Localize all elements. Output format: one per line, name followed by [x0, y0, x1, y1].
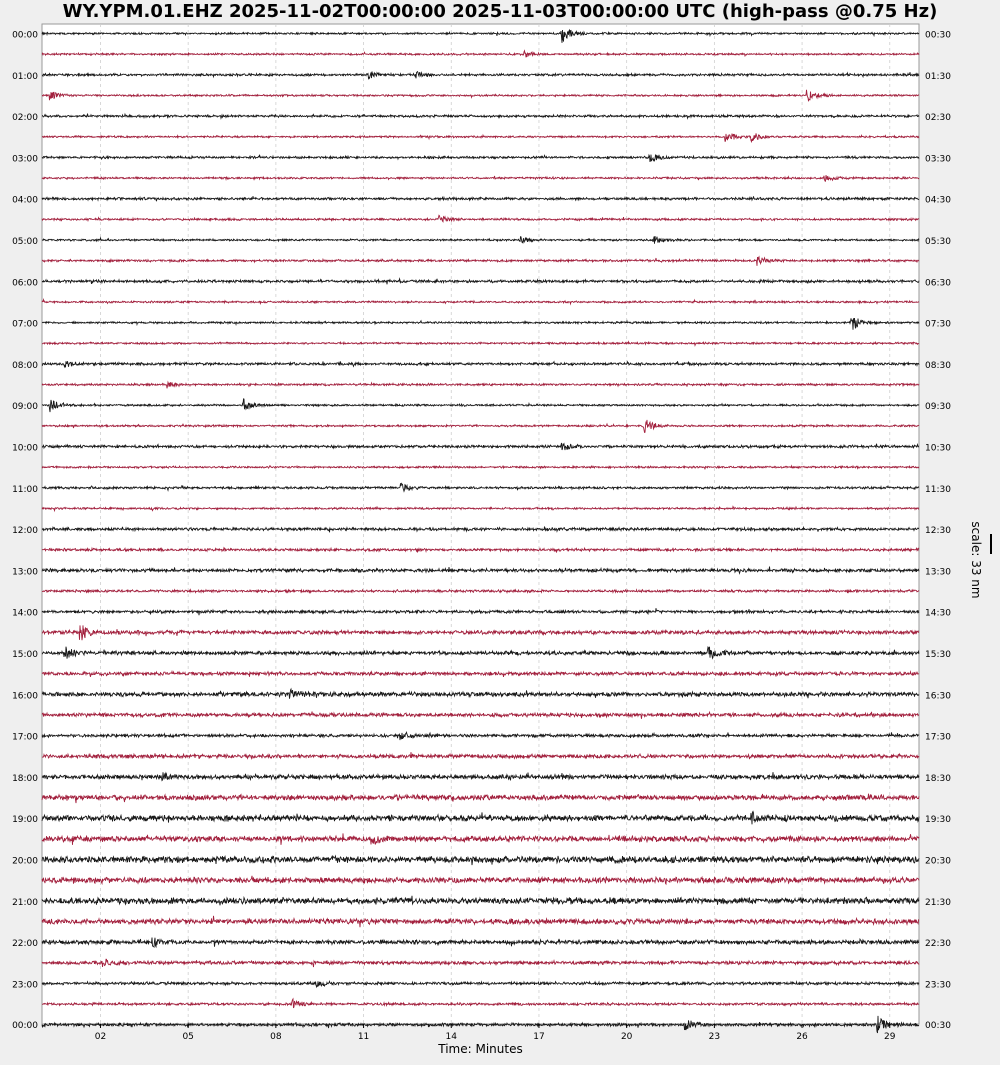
right-hour-label: 06:30 — [925, 278, 951, 289]
left-hour-label: 11:00 — [12, 484, 38, 495]
right-hour-label: 10:30 — [925, 443, 951, 454]
left-hour-label: 01:00 — [12, 71, 38, 82]
left-hour-label: 18:00 — [12, 773, 38, 784]
right-hour-label: 16:30 — [925, 691, 951, 702]
right-hour-label: 18:30 — [925, 773, 951, 784]
left-hour-label: 10:00 — [12, 443, 38, 454]
left-hour-label: 04:00 — [12, 195, 38, 206]
right-hour-label: 13:30 — [925, 567, 951, 578]
right-hour-label: 23:30 — [925, 980, 951, 991]
left-hour-label: 13:00 — [12, 567, 38, 578]
right-hour-label: 05:30 — [925, 237, 951, 247]
right-hour-label: 00:30 — [925, 1021, 951, 1031]
x-axis-ticks — [95, 1024, 896, 1042]
left-hour-label: 12:00 — [12, 526, 38, 537]
left-hour-label: 09:00 — [12, 402, 38, 413]
x-tick-label: 05 — [182, 1032, 194, 1042]
right-hour-label: 00:30 — [925, 30, 951, 41]
right-hour-label: 07:30 — [925, 319, 951, 330]
right-hour-label: 22:30 — [925, 939, 951, 950]
left-hour-label: 22:00 — [12, 939, 38, 950]
left-hour-label: 14:00 — [12, 608, 38, 619]
x-tick-label: 29 — [884, 1032, 896, 1042]
left-hour-label: 16:00 — [12, 691, 38, 702]
left-hour-label: 00:00 — [12, 1021, 38, 1031]
left-hour-label: 00:00 — [12, 30, 38, 41]
right-hour-label: 02:30 — [925, 113, 951, 124]
x-tick-label: 11 — [357, 1032, 370, 1042]
left-hour-label: 17:00 — [12, 732, 38, 743]
right-hour-label: 04:30 — [925, 195, 951, 206]
left-hour-label: 07:00 — [12, 319, 38, 330]
right-hour-label: 14:30 — [925, 608, 951, 619]
right-hour-label: 08:30 — [925, 360, 951, 371]
right-hour-label: 15:30 — [925, 650, 951, 660]
left-hour-label: 19:00 — [12, 815, 38, 826]
left-hour-label: 21:00 — [12, 897, 38, 908]
x-tick-label: 02 — [94, 1032, 107, 1042]
right-hour-label: 21:30 — [925, 897, 951, 908]
plot-area — [42, 24, 919, 1024]
x-tick-label: 23 — [708, 1032, 721, 1042]
right-hour-label: 03:30 — [925, 154, 951, 165]
chart-title: WY.YPM.01.EHZ 2025-11-02T00:00:00 2025-11-03T00:00:00 UTC (high-pass @0.75 Hz) — [62, 1, 938, 22]
right-hour-label: 12:30 — [925, 526, 951, 537]
x-tick-label: 26 — [796, 1032, 808, 1042]
scale-label: scale: 33 nm — [969, 521, 983, 599]
left-hour-label: 15:00 — [12, 650, 38, 660]
left-hour-label: 02:00 — [12, 113, 38, 124]
right-hour-label: 20:30 — [925, 856, 951, 867]
right-hour-label: 09:30 — [925, 402, 951, 413]
left-hour-label: 06:00 — [12, 278, 38, 289]
left-hour-label: 05:00 — [12, 237, 38, 247]
right-hour-label: 17:30 — [925, 732, 951, 743]
right-hour-label: 19:30 — [925, 815, 951, 826]
x-axis-label: Time: Minutes — [438, 1042, 523, 1056]
left-hour-label: 20:00 — [12, 856, 38, 867]
x-tick-label: 14 — [445, 1032, 457, 1042]
x-tick-label: 08 — [270, 1032, 282, 1042]
left-hour-label: 23:00 — [12, 980, 38, 991]
right-hour-labels — [925, 31, 951, 1032]
left-hour-label: 08:00 — [12, 360, 38, 371]
right-hour-label: 11:30 — [925, 484, 951, 495]
right-hour-label: 01:30 — [925, 71, 951, 82]
left-hour-labels — [12, 31, 38, 1032]
x-tick-label: 17 — [533, 1032, 545, 1042]
x-tick-label: 20 — [620, 1032, 633, 1042]
left-hour-label: 03:00 — [12, 154, 38, 165]
